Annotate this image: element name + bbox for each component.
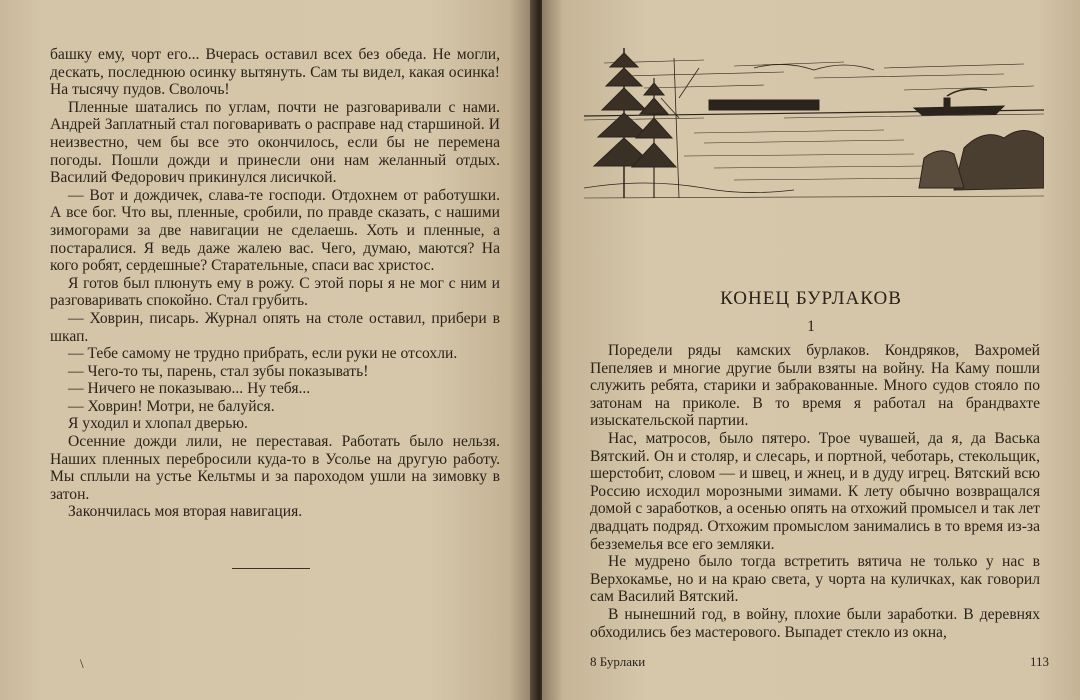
paragraph: Осенние дожди лили, не переставая. Работать было нельзя. Наших пленных перебросили куда-то в Усолье на другую работу. Мы сплыли на устье Кельтмы и за пароходом ушли на зимовку в затон. bbox=[50, 433, 500, 503]
paragraph: Не мудрено было тогда встретить вятича не только у нас в Верхокамье, но и на краю света, у чорта на куличках, как говорил сам Василий Вятский. bbox=[590, 553, 1040, 606]
right-page bbox=[542, 0, 1080, 700]
chapter-number: 1 bbox=[807, 318, 815, 335]
paragraph: — Чего-то ты, парень, стал зубы показывать! bbox=[68, 362, 369, 380]
paragraph: — Ховрин! Мотри, не балуйся. bbox=[68, 397, 275, 415]
left-text-column bbox=[50, 46, 500, 521]
page-number: 113 bbox=[1030, 654, 1050, 669]
paragraph: — Тебе самому не трудно прибрать, если руки не отсохли. bbox=[68, 345, 458, 363]
paragraph: Поредели ряды камских бурлаков. Кондряков, Вахромей Пепеляев и многие другие были взяты на войну. На Каму пошли служить ребята, старики и забракованные. Много судов стояло по затонам на приколе. В то время я работал на брандвахте изыскательской партии. bbox=[590, 342, 1040, 430]
chapter-title: КОНЕЦ БУРЛАКОВ bbox=[720, 288, 902, 309]
paragraph: Я готов был плюнуть ему в рожу. С этой поры я не мог с ним и разговаривать спокойно. Стал грубить. bbox=[50, 274, 500, 310]
paragraph: Пленные шатались по углам, почти не разговаривали с нами. Андрей Заплатный стал поговаривать о расправе над старшиной. И неизвестно, чем бы все это окончилось, если бы не перемена погоды. Пошли дожди и принесли они нам желанный отдых. Василий Федорович прикинулся лисичкой. bbox=[50, 98, 500, 187]
paragraph: — Вот и дождичек, слава-те господи. Отдохнем от работушки. А все бог. Что вы, пленные, сробили, по правде сказать, с нашими зимогорами за две навигации не сделаешь. Хоть и пленные, а постаралися. Я ведь даже жалею вас. Чего, думаю, маются? На кого робят, сердешные? Старательные, спаси вас христос. bbox=[50, 186, 500, 275]
paragraph: В нынешний год, в войну, плохие были заработки. В деревнях обходились без мастерового. Выпадет стекло из окна, bbox=[590, 605, 1040, 641]
section-end-rule bbox=[232, 568, 310, 569]
right-text-column bbox=[590, 342, 1040, 641]
paragraph: Закончилась моя вторая навигация. bbox=[68, 503, 303, 521]
paragraph: — Ничего не показываю... Ну тебя... bbox=[68, 380, 311, 398]
paragraph: — Ховрин, писарь. Журнал опять на столе оставил, прибери в шкап. bbox=[50, 309, 500, 345]
left-page bbox=[0, 0, 536, 700]
page-mark: \ bbox=[80, 656, 84, 671]
footer-signature: 8 Бурлаки bbox=[590, 654, 646, 669]
paragraph: башку ему, чорт его... Вчерась оставил всех без обеда. Не могли, дескать, последнюю осинку вытянуть. Сам ты видел, какая осинка! На тысячу пудов. Сволочь! bbox=[50, 46, 500, 99]
paragraph: Я уходил и хлопал дверью. bbox=[68, 415, 248, 433]
paragraph: Нас, матросов, было пятеро. Трое чувашей, да я, да Васька Вятский. Он и столяр, и слесарь, и портной, чеботарь, стекольщик, шерстобит, словом — и швец, и жнец, и в дуду игрец. Вятский всю Россию исходил морозными зимами. К лету обычно возвращался домой с заработков, а осенью опять на отхожий промысел и так лет двадцать подряд. Отхожим промыслом занимались в то время из-за безземелья все его земляки. bbox=[590, 429, 1040, 553]
river-landscape-illustration bbox=[584, 38, 1044, 208]
